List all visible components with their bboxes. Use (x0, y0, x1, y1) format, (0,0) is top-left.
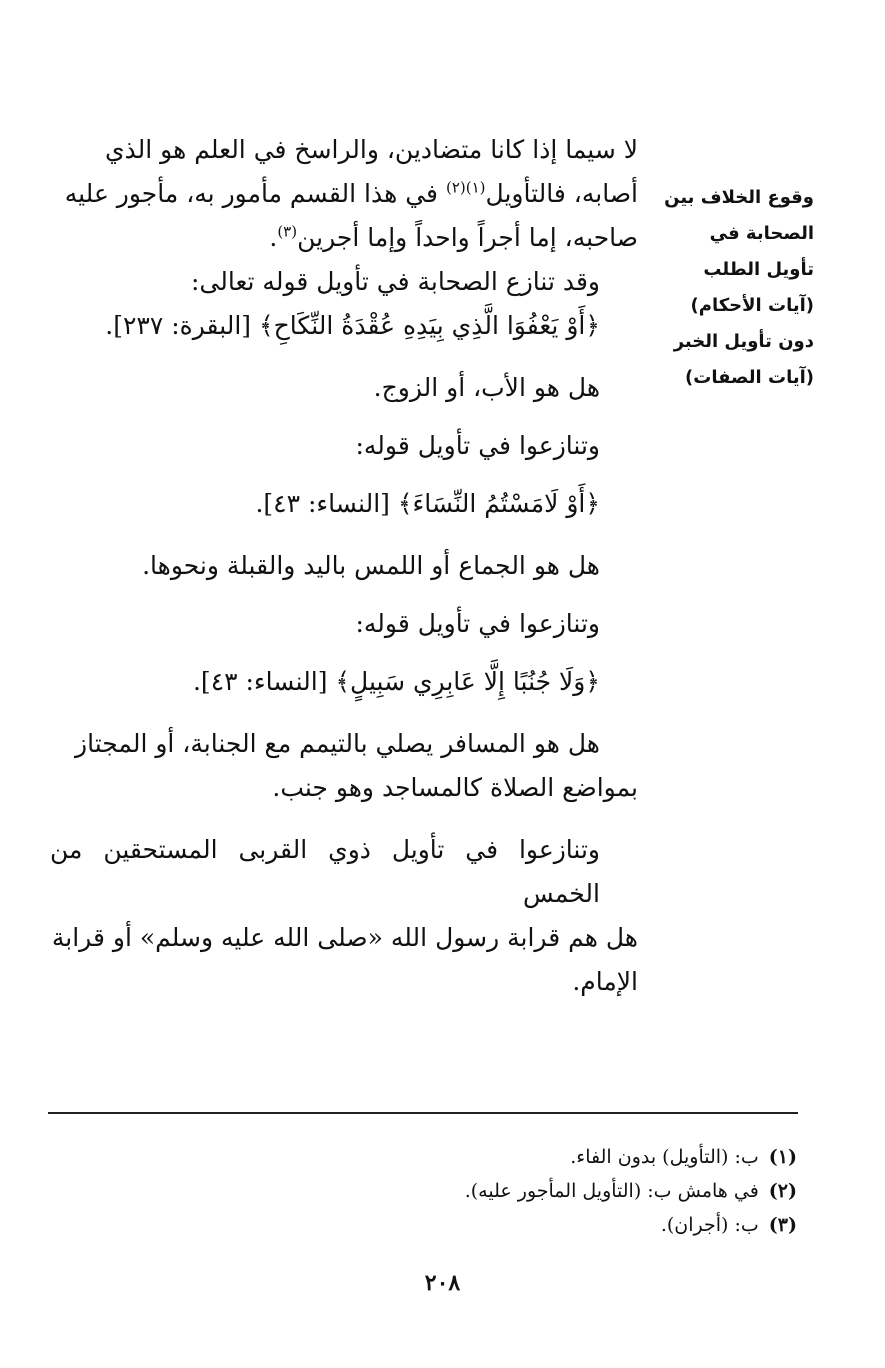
text-line (50, 172, 638, 216)
text-line (50, 216, 638, 260)
paragraph-8 (50, 828, 638, 1004)
paragraph-2: وقد تنازع الصحابة في تأويل قوله تعالى: (190, 267, 600, 296)
quran-verse: ﴿وَلَا جُنُبًا إِلَّا عَابِرِي سَبِيلٍ﴾ [النساء: ٤٣]. (192, 667, 600, 696)
footnote-text: ب: (أجران). (660, 1214, 759, 1236)
footnote-text: في هامش ب: (التأويل المأجور عليه). (464, 1180, 759, 1202)
footnote-number: (٣) (768, 1214, 797, 1236)
footnote (97, 1208, 797, 1242)
text-line: بمواضع الصلاة كالمساجد وهو جنب. (272, 773, 638, 802)
text-segment: صاحبه، إما أجراً واحداً وإما أجرين (297, 223, 638, 252)
paragraph-6: وتنازعوا في تأويل قوله: (355, 609, 600, 638)
quran-verse: ﴿أَوْ لَامَسْتُمُ النِّسَاءَ﴾ [النساء: ٤٣]. (255, 489, 600, 518)
text-line: هل هم قرابة رسول الله «صلى الله عليه وسلم» أو قرابة (51, 923, 638, 952)
text-line: الإمام. (572, 967, 638, 996)
text-line: وتنازعوا في تأويل ذوي القربى المستحقين من الخمس (50, 835, 600, 908)
paragraph-4: وتنازعوا في تأويل قوله: (355, 431, 600, 460)
footnote-ref: (٣) (277, 222, 298, 241)
text-segment: في هذا القسم مأمور به، مأجور عليه (64, 179, 446, 208)
footnote-text: ب: (التأويل) بدون الفاء. (570, 1146, 759, 1168)
footnote-number: (١) (768, 1146, 797, 1168)
text-line: لا سيما إذا كانا متضادين، والراسخ في العلم هو الذي (104, 135, 638, 164)
footnote-ref: (١)(٢) (445, 178, 486, 197)
paragraph-5: هل هو الجماع أو اللمس باليد والقبلة ونحوها. (142, 551, 600, 580)
page-number: ٢٠٨ (424, 1270, 461, 1296)
paragraph-3: هل هو الأب، أو الزوج. (373, 373, 600, 402)
footnote-number: (٢) (768, 1180, 797, 1202)
text-line: هل هو المسافر يصلي بالتيمم مع الجنابة، أو المجتاز (75, 729, 600, 758)
footnote (97, 1140, 797, 1174)
footnote-divider (48, 1112, 798, 1114)
text-segment: أصابه، فالتأويل (485, 179, 638, 208)
paragraph-7 (50, 722, 638, 810)
footnotes (97, 1140, 797, 1242)
footnote (97, 1174, 797, 1208)
main-text (50, 128, 638, 1004)
text-segment: . (269, 223, 278, 252)
margin-note: وقوع الخلاف بين الصحابة في تأويل الطلب (آيات الأحكام) دون تأويل الخبر (آيات الصفات) (664, 187, 814, 388)
paragraph-1 (50, 128, 638, 260)
quran-verse: ﴿أَوْ يَعْفُوَا الَّذِي بِيَدِهِ عُقْدَةُ النِّكَاحِ﴾ [البقرة: ٢٣٧]. (105, 311, 600, 340)
